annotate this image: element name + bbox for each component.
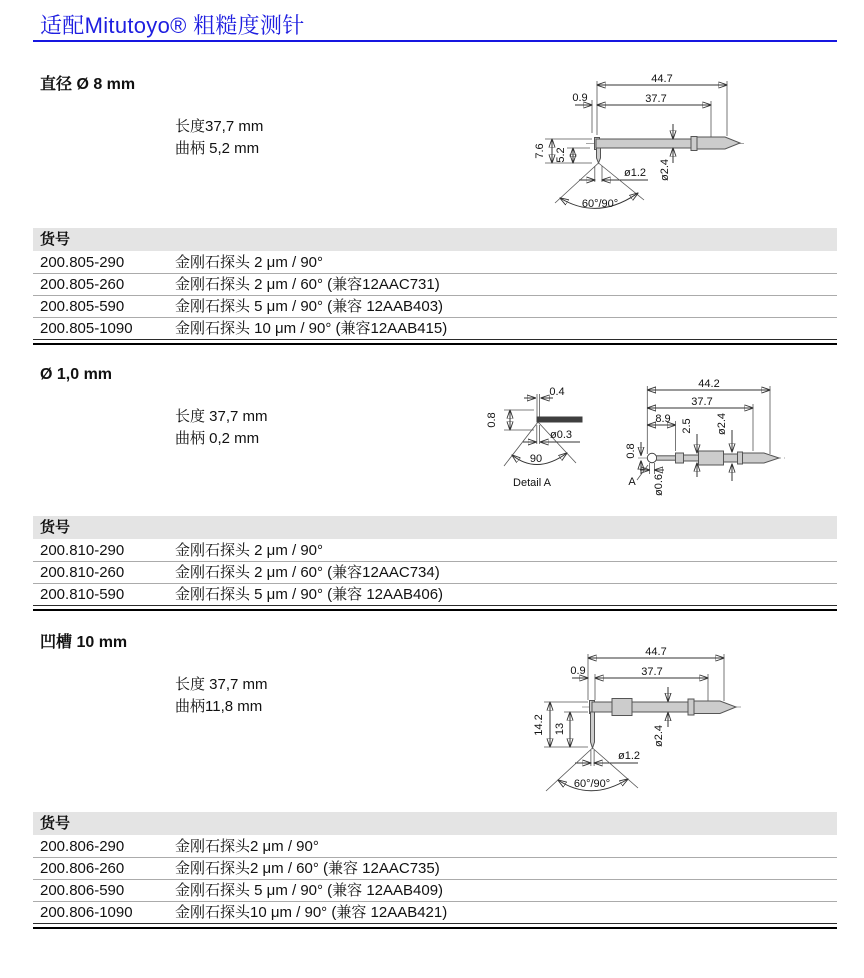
- dim-dia-tip: ø1.2: [618, 750, 641, 762]
- table-row: [33, 295, 837, 317]
- dimensions: [533, 646, 724, 791]
- spec-crank: 曲柄11,8 mm: [175, 698, 263, 715]
- section-specs-groove10: [175, 674, 268, 718]
- title-rule: [33, 40, 837, 42]
- dim-dia-tip: ø1.2: [624, 167, 647, 179]
- table-row: [33, 561, 837, 583]
- dim-detail-angle: 90: [529, 453, 543, 465]
- dim-angle: 60°/90°: [573, 778, 611, 790]
- table-row: [33, 583, 837, 605]
- dim-offset: 0.9: [572, 92, 588, 104]
- sku: 200.806-260: [40, 860, 125, 877]
- dim-total: 44.7: [651, 73, 673, 85]
- sku: 200.806-1090: [40, 904, 133, 921]
- parts-table-groove10: [33, 812, 837, 929]
- dim-angle: 60°/90°: [581, 198, 619, 210]
- spec-crank: 曲柄 5,2 mm: [175, 140, 260, 157]
- description: 金刚石探头 5 μm / 90° (兼容 12AAB406): [175, 586, 444, 603]
- description: 金刚石探头 5 μm / 90° (兼容 12AAB403): [175, 298, 444, 315]
- description: 金刚石探头 2 μm / 60° (兼容12AAC731): [175, 276, 440, 293]
- dim-step: 2.5: [681, 418, 693, 434]
- dim-dia-shaft: ø2.4: [659, 158, 671, 182]
- section-specs-dia8: [175, 116, 263, 160]
- table-header: 货号: [33, 516, 837, 539]
- table-row: [33, 251, 837, 273]
- description: 金刚石探头2 μm / 90°: [175, 837, 319, 855]
- dim-height: 7.6: [534, 143, 546, 159]
- section-heading-groove10: 凹槽 10 mm: [40, 634, 128, 651]
- dim-shaft: 37.7: [691, 396, 713, 408]
- table-row: [33, 879, 837, 901]
- table-bottom-rule: [33, 339, 837, 345]
- dim-total: 44.2: [698, 378, 720, 390]
- table-header: 货号: [33, 228, 837, 251]
- description: 金刚石探头 2 μm / 90°: [175, 253, 324, 271]
- ball-tip: [647, 453, 656, 462]
- detail-ref-label: A: [628, 476, 636, 488]
- table-row: [33, 835, 837, 857]
- sku: 200.806-590: [40, 882, 125, 899]
- section-heading-dia1: Ø 1,0 mm: [40, 366, 113, 383]
- dim-offset: 8.9: [655, 413, 671, 425]
- dim-crank: 13: [554, 722, 566, 736]
- spec-length: 长度 37,7 mm: [175, 676, 268, 693]
- parts-table-dia8: [33, 228, 837, 345]
- sku: 200.805-590: [40, 298, 125, 315]
- description: 金刚石探头 2 μm / 90°: [175, 541, 324, 559]
- dimensions: [625, 378, 770, 496]
- spec-length: 长度37,7 mm: [175, 118, 264, 135]
- dim-height: 0.8: [625, 443, 637, 459]
- sku: 200.805-260: [40, 276, 125, 293]
- table-header: 货号: [33, 812, 837, 835]
- section-heading-dia8: 直径 Ø 8 mm: [40, 76, 136, 93]
- sku: 200.806-290: [40, 837, 125, 855]
- detail-a-view: [486, 386, 582, 489]
- dim-dia-shaft: ø2.4: [653, 724, 665, 748]
- dim-detail-width: 0.4: [549, 386, 565, 398]
- sku: 200.805-290: [40, 253, 125, 271]
- section-specs-dia1: [175, 406, 268, 450]
- dim-shaft: 37.7: [645, 93, 667, 105]
- table-row: [33, 857, 837, 879]
- dim-shaft: 37.7: [641, 666, 663, 678]
- description: 金刚石探头 5 μm / 90° (兼容 12AAB409): [175, 882, 444, 899]
- sku: 200.810-290: [40, 541, 125, 559]
- sku: 200.810-260: [40, 564, 125, 581]
- table-row: [33, 273, 837, 295]
- table-bottom-rule: [33, 605, 837, 611]
- table-row: [33, 317, 837, 339]
- diagram-groove10: [528, 645, 848, 810]
- dim-offset: 0.9: [570, 665, 586, 677]
- table-bottom-rule: [33, 923, 837, 929]
- dim-height: 14.2: [533, 714, 545, 736]
- table-row: [33, 539, 837, 561]
- dim-detail-dia: ø0.3: [550, 429, 573, 441]
- diagram-dia1: [480, 378, 860, 505]
- detail-caption: Detail A: [513, 477, 551, 489]
- dim-detail-height: 0.8: [486, 412, 498, 428]
- sku: 200.805-1090: [40, 320, 133, 337]
- dim-total: 44.7: [645, 646, 667, 658]
- spec-length: 长度 37,7 mm: [175, 408, 268, 425]
- table-row: [33, 901, 837, 923]
- description: 金刚石探头2 μm / 60° (兼容 12AAC735): [175, 860, 440, 877]
- dim-dia-ball: ø0.6: [653, 473, 665, 497]
- diagram-dia8: [528, 73, 848, 225]
- page-title: 适配Mitutoyo® 粗糙度测针: [40, 13, 305, 38]
- probe-drawing: [638, 451, 785, 465]
- description: 金刚石探头10 μm / 90° (兼容 12AAB421): [175, 904, 448, 921]
- parts-table-dia1: [33, 516, 837, 611]
- dim-dia-shaft: ø2.4: [716, 412, 728, 436]
- spec-crank: 曲柄 0,2 mm: [175, 430, 260, 447]
- dim-crank: 5.2: [555, 147, 567, 163]
- sku: 200.810-590: [40, 586, 125, 603]
- description: 金刚石探头 10 μm / 90° (兼容12AAB415): [175, 320, 448, 337]
- description: 金刚石探头 2 μm / 60° (兼容12AAC734): [175, 564, 440, 581]
